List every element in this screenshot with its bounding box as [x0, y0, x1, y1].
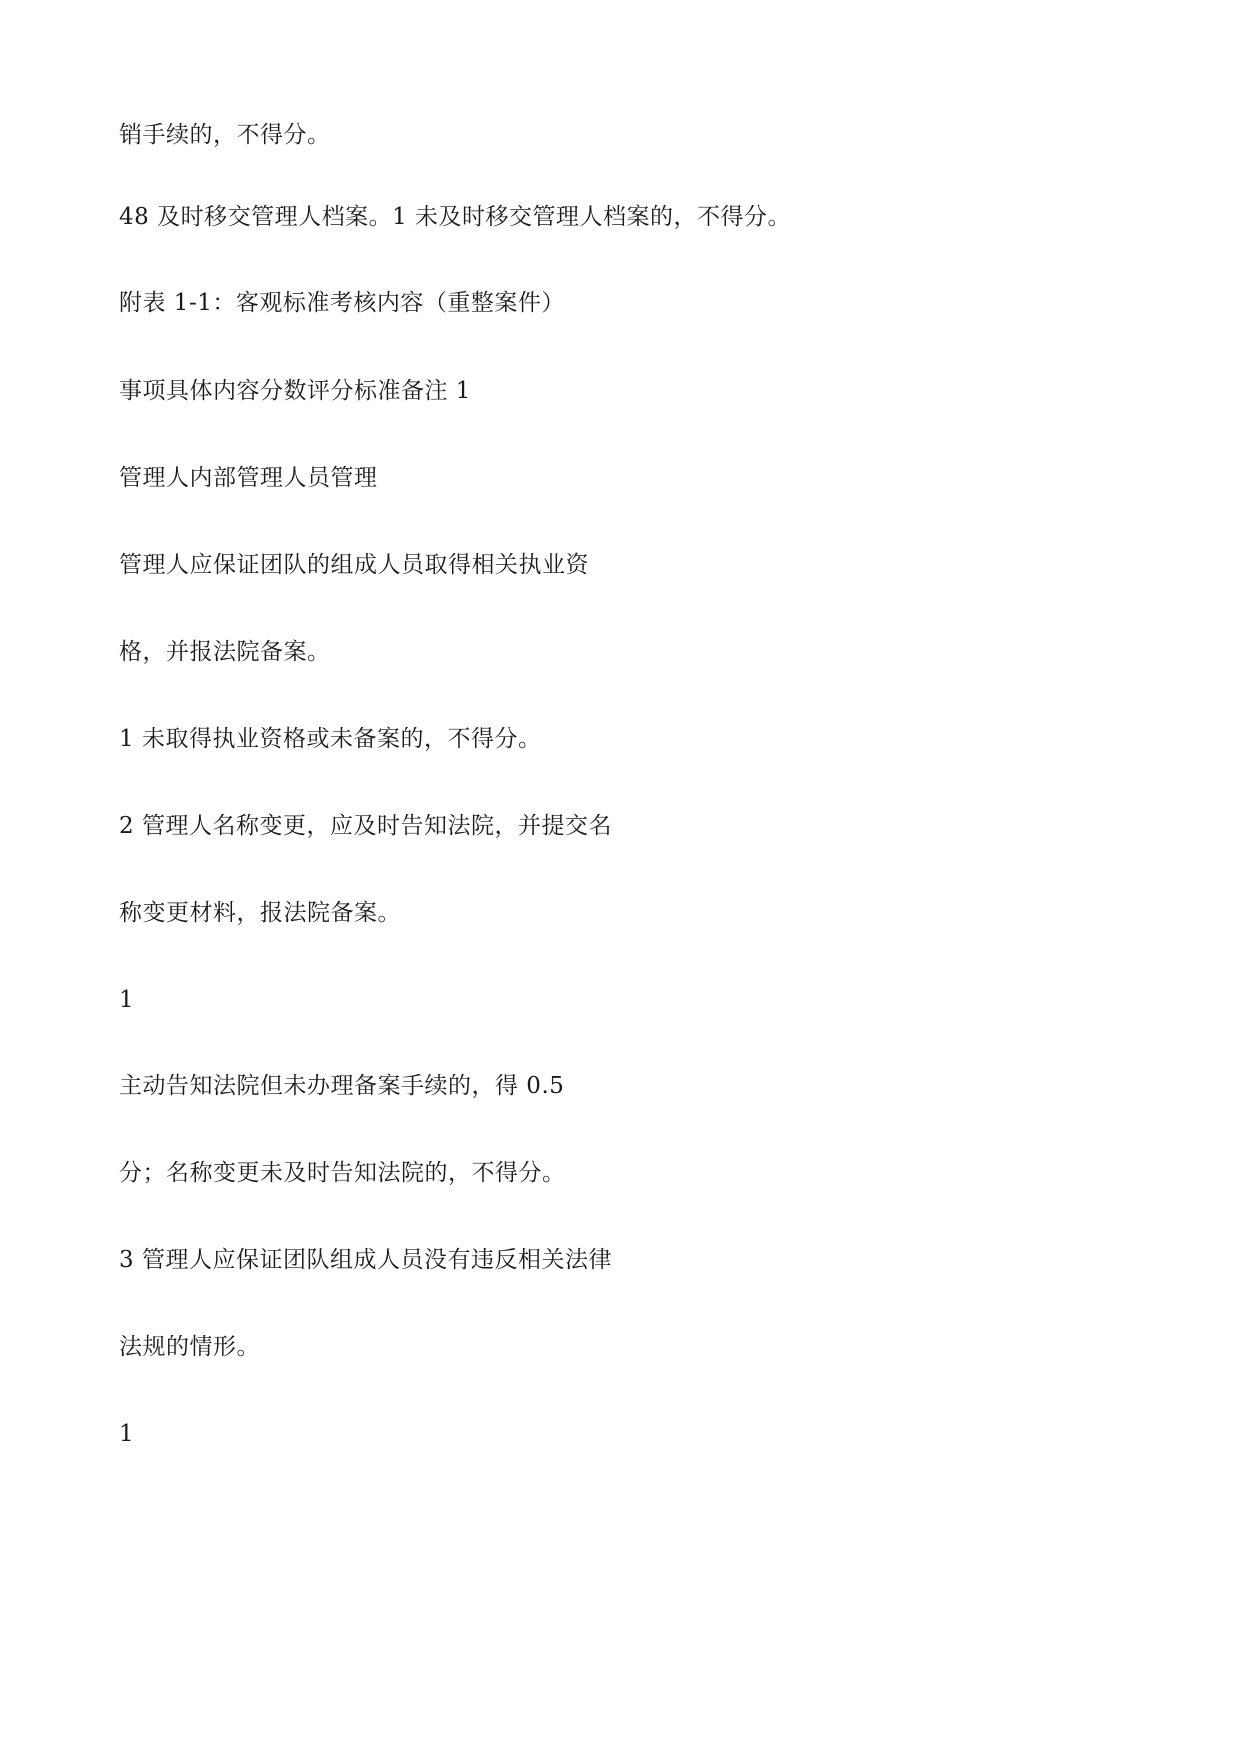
- text-line-16: 1: [119, 1421, 135, 1447]
- text-line-13: 分；名称变更未及时告知法院的，不得分。: [119, 1160, 566, 1186]
- text-line-2: 48 及时移交管理人档案。1 未及时移交管理人档案的，不得分。: [119, 204, 792, 230]
- text-line-11: 1: [119, 987, 135, 1013]
- text-line-1: 销手续的，不得分。: [119, 122, 331, 148]
- text-line-6: 管理人应保证团队的组成人员取得相关执业资: [119, 552, 589, 578]
- text-line-8: 1 未取得执业资格或未备案的，不得分。: [119, 726, 542, 752]
- text-line-15: 法规的情形。: [119, 1334, 260, 1360]
- text-line-9: 2 管理人名称变更，应及时告知法院，并提交名: [119, 813, 612, 839]
- text-line-12: 主动告知法院但未办理备案手续的，得 0.5: [119, 1073, 565, 1099]
- text-line-10: 称变更材料，报法院备案。: [119, 900, 401, 926]
- text-line-14: 3 管理人应保证团队组成人员没有违反相关法律: [119, 1247, 612, 1273]
- text-line-7: 格，并报法院备案。: [119, 639, 331, 665]
- text-line-5: 管理人内部管理人员管理: [119, 465, 378, 491]
- text-line-4: 事项具体内容分数评分标准备注 1: [119, 378, 471, 404]
- text-line-3: 附表 1-1：客观标准考核内容（重整案件）: [119, 290, 565, 316]
